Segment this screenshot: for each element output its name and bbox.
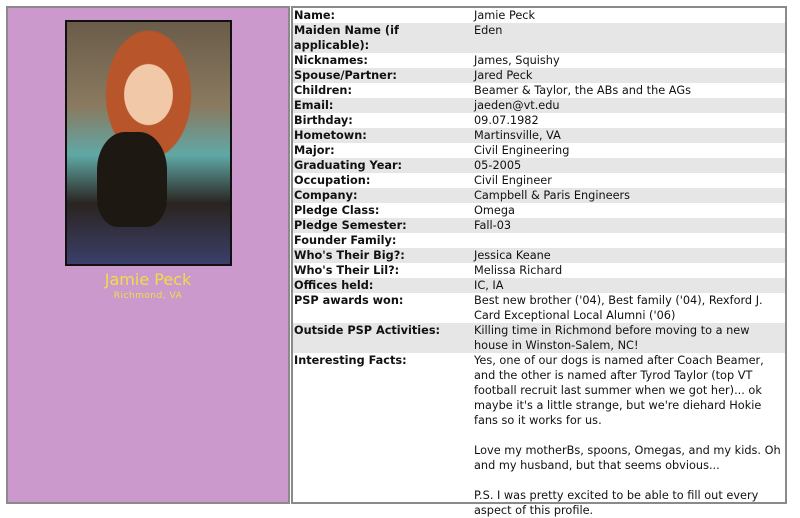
field-label: Nicknames: <box>294 54 368 67</box>
field-value: Best new brother ('04), Best family ('04), Rexford J. Card Exceptional Local Alumni ('06) <box>474 294 767 322</box>
table-row <box>293 53 785 68</box>
field-value: Jamie Peck <box>474 9 536 22</box>
field-value: Jessica Keane <box>474 249 551 262</box>
table-row <box>293 23 785 53</box>
field-label: Spouse/Partner: <box>294 69 397 82</box>
field-label: Graduating Year: <box>294 159 403 172</box>
field-value: Killing time in Richmond before moving to a new house in Winston-Salem, NC! <box>474 324 754 352</box>
table-row <box>293 143 785 158</box>
field-value: Fall-03 <box>474 219 512 232</box>
field-label: Pledge Class: <box>294 204 380 217</box>
field-value: Melissa Richard <box>474 264 563 277</box>
table-row <box>293 188 785 203</box>
profile-name: Jamie Peck <box>104 270 192 289</box>
table-row <box>293 233 785 248</box>
table-row <box>293 293 785 323</box>
field-value: James, Squishy <box>474 54 560 67</box>
field-label: Name: <box>294 9 336 22</box>
table-row <box>293 263 785 278</box>
field-value[interactable]: jaeden@vt.edu <box>474 99 560 112</box>
dog-in-photo <box>97 132 167 227</box>
table-row <box>293 218 785 233</box>
field-label: Children: <box>294 84 352 97</box>
field-label: Founder Family: <box>294 234 397 247</box>
table-row <box>293 278 785 293</box>
table-row <box>293 128 785 143</box>
field-label: Offices held: <box>294 279 374 292</box>
field-value: 05-2005 <box>474 159 522 172</box>
field-label: Hometown: <box>294 129 367 142</box>
table-row <box>293 158 785 173</box>
field-value: Eden <box>474 24 503 37</box>
field-value: Martinsville, VA <box>474 129 561 142</box>
field-value: Jared Peck <box>474 69 533 82</box>
field-value: Omega <box>474 204 515 217</box>
profile-panel <box>6 6 290 504</box>
profile-photo <box>65 20 232 266</box>
field-label: Who's Their Big?: <box>294 249 405 262</box>
table-row <box>293 83 785 98</box>
field-label: Email: <box>294 99 334 112</box>
table-row <box>293 113 785 128</box>
field-value: Civil Engineer <box>474 174 552 187</box>
field-value: Civil Engineering <box>474 144 570 157</box>
field-label: Who's Their Lil?: <box>294 264 400 277</box>
field-label: Interesting Facts: <box>294 354 407 367</box>
field-label: Outside PSP Activities: <box>294 324 441 337</box>
field-value: Beamer & Taylor, the ABs and the AGs <box>474 84 691 97</box>
table-row <box>293 68 785 83</box>
profile-details-table <box>291 6 787 517</box>
table-row <box>293 203 785 218</box>
field-label: Maiden Name (if applicable): <box>294 24 399 52</box>
field-label: Major: <box>294 144 335 157</box>
field-label: Occupation: <box>294 174 371 187</box>
field-label: PSP awards won: <box>294 294 404 307</box>
field-value: Campbell & Paris Engineers <box>474 189 631 202</box>
field-value: IC, IA <box>474 279 504 292</box>
field-value <box>474 233 782 248</box>
table-row <box>293 323 785 353</box>
table-row <box>293 353 785 518</box>
table-row <box>293 8 785 23</box>
table-row <box>293 248 785 263</box>
field-label: Birthday: <box>294 114 353 127</box>
field-label: Pledge Semester: <box>294 219 407 232</box>
field-label: Company: <box>294 189 358 202</box>
table-row <box>293 173 785 188</box>
table-row <box>293 98 785 113</box>
field-value: Yes, one of our dogs is named after Coach Beamer, and the other is named after Tyrod Taylor (top VT football recruit last summer when we got her)... ok maybe it's a little strange, but we're diehard Hokie fans so it works for us. Love my motherBs, spoons, Omegas, and my kids. Oh and my husband, but that seems obvious... P.S. I was pretty excited to be able to fill out every aspect of this profile. <box>474 354 781 517</box>
field-value: 09.07.1982 <box>474 114 539 127</box>
profile-location: Richmond, VA <box>113 291 183 301</box>
